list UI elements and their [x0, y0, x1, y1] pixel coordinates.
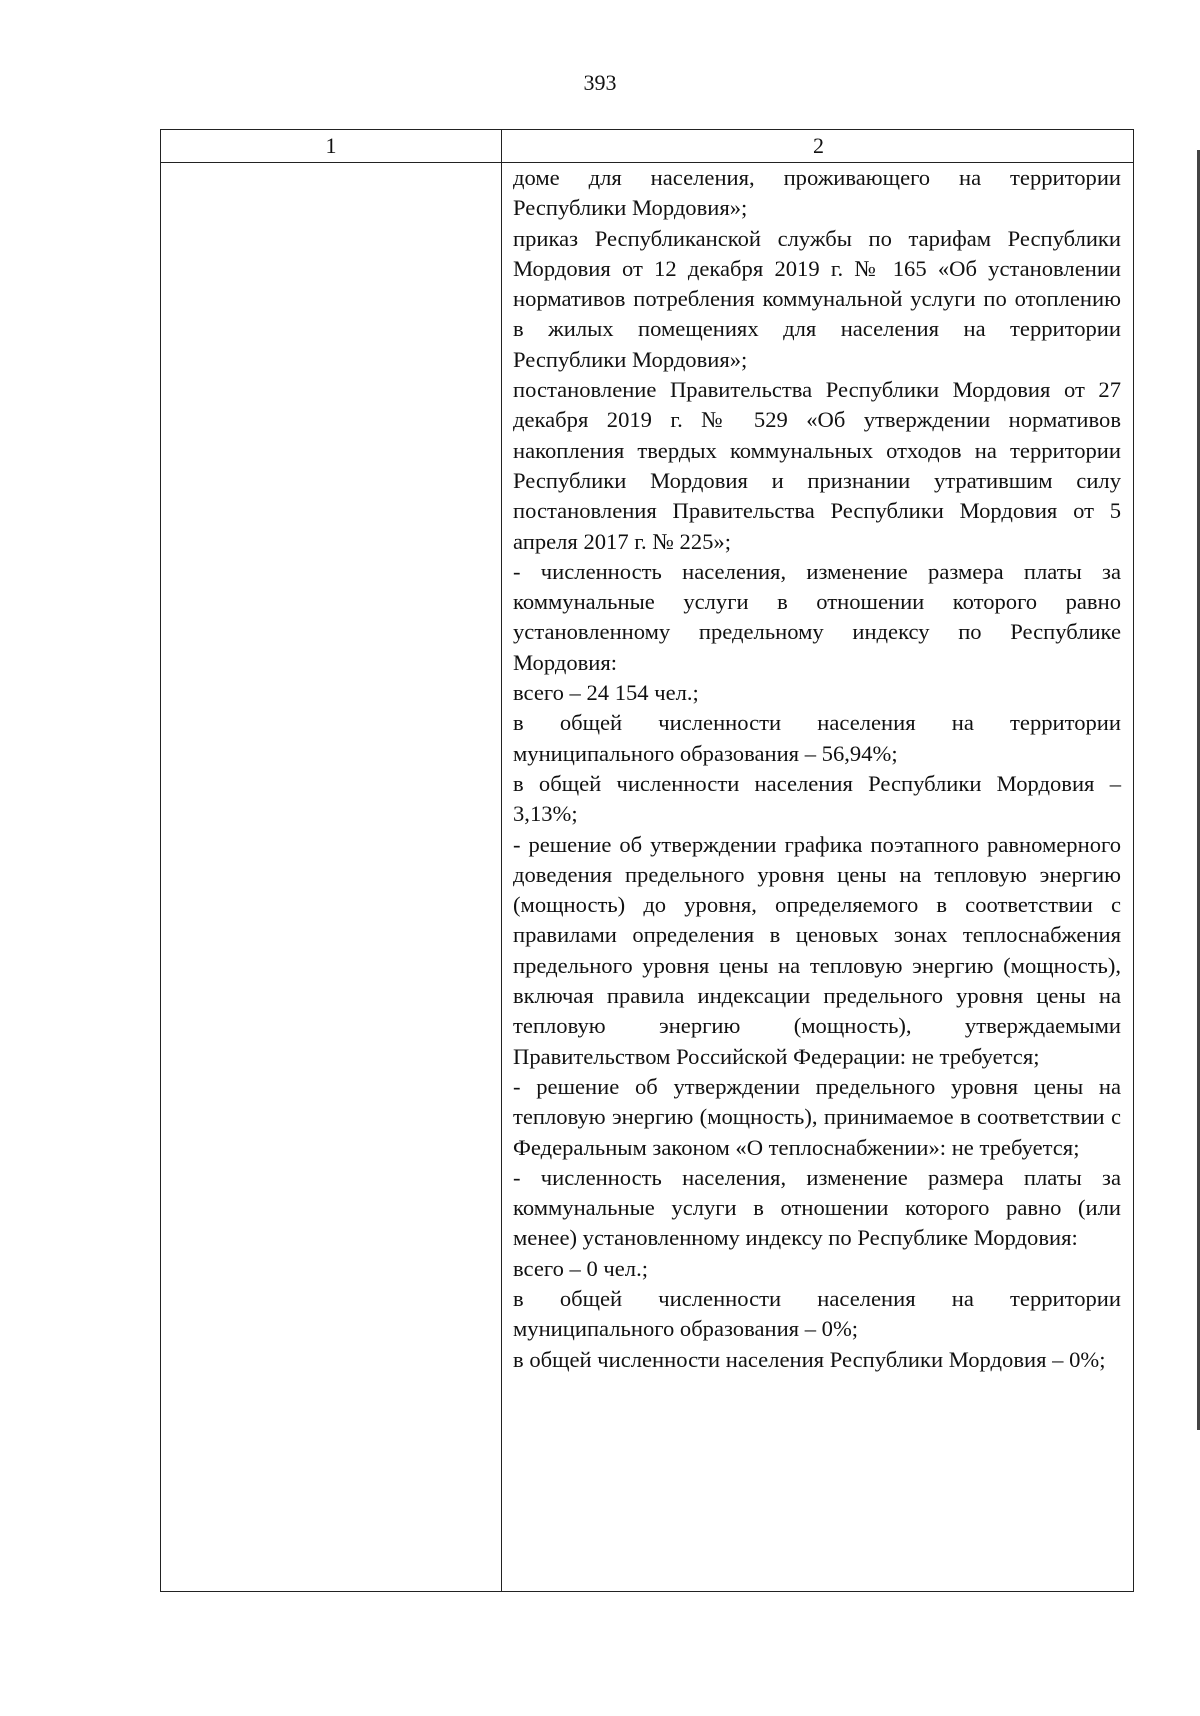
- paragraph: доме для населения, проживающего на территории Республики Мордовия»;: [513, 165, 1121, 221]
- paragraph: в общей численности населения на территории муниципального образования – 56,94%;: [513, 710, 1121, 766]
- column-header-2: 2: [813, 133, 824, 158]
- paragraph: постановление Правительства Республики Мордовия от 27 декабря 2019 г. № 529 «Об утверждении нормативов накопления твердых коммунальных отходов на территории Республики Мордовия и признании утратившим силу постановления Правительства Республики Мордовия от 5 апреля 2017 г. № 225»;: [513, 377, 1121, 554]
- paragraph: в общей численности населения Республики Мордовия – 3,13%;: [513, 770, 1121, 827]
- paragraph: - численность населения, изменение размера платы за коммунальные услуги в отношении которого равно установленному предельному индексу по Республике Мордовия:: [513, 558, 1121, 675]
- paragraph: всего – 24 154 чел.;: [513, 680, 699, 706]
- paragraph: - решение об утверждении графика поэтапного равномерного доведения предельного уровня цены на тепловую энергию (мощность) до уровня, определяемого в соответствии с правилами определения в ценовых зонах теплоснабжения предельного уровня цены на тепловую энергию (мощность), включая правила индексации предельного уровня цены на тепловую энергию (мощность), утверждаемыми Правительством Российской Федерации: не требуется;: [513, 831, 1121, 1069]
- paragraph: - численность населения, изменение размера платы за коммунальные услуги в отношении которого равно (или менее) установленному индексу по Республике Мордовия:: [513, 1164, 1121, 1251]
- paragraph: всего – 0 чел.;: [513, 1255, 648, 1281]
- paragraph: в общей численности населения на территории муниципального образования – 0%;: [513, 1285, 1121, 1342]
- paragraph: - решение об утверждении предельного уровня цены на тепловую энергию (мощность), принимаемое в соответствии с Федеральным законом «О теплоснабжении»: не требуется;: [513, 1073, 1121, 1160]
- table-header-row: [161, 130, 1133, 163]
- column-header-1: 1: [325, 133, 337, 158]
- page-number: 393: [583, 70, 617, 95]
- document-table: [160, 129, 1134, 1592]
- paragraph: приказ Республиканской службы по тарифам Республики Мордовия от 12 декабря 2019 г. № 165 «Об установлении нормативов потребления коммунальной услуги по отоплению в жилых помещениях для населения на территории Республики Мордовия»;: [513, 225, 1121, 372]
- paragraph: в общей численности населения Республики Мордовия – 0%;: [513, 1346, 1106, 1372]
- column-divider: [501, 130, 502, 1591]
- column-2-content: [513, 163, 1121, 1375]
